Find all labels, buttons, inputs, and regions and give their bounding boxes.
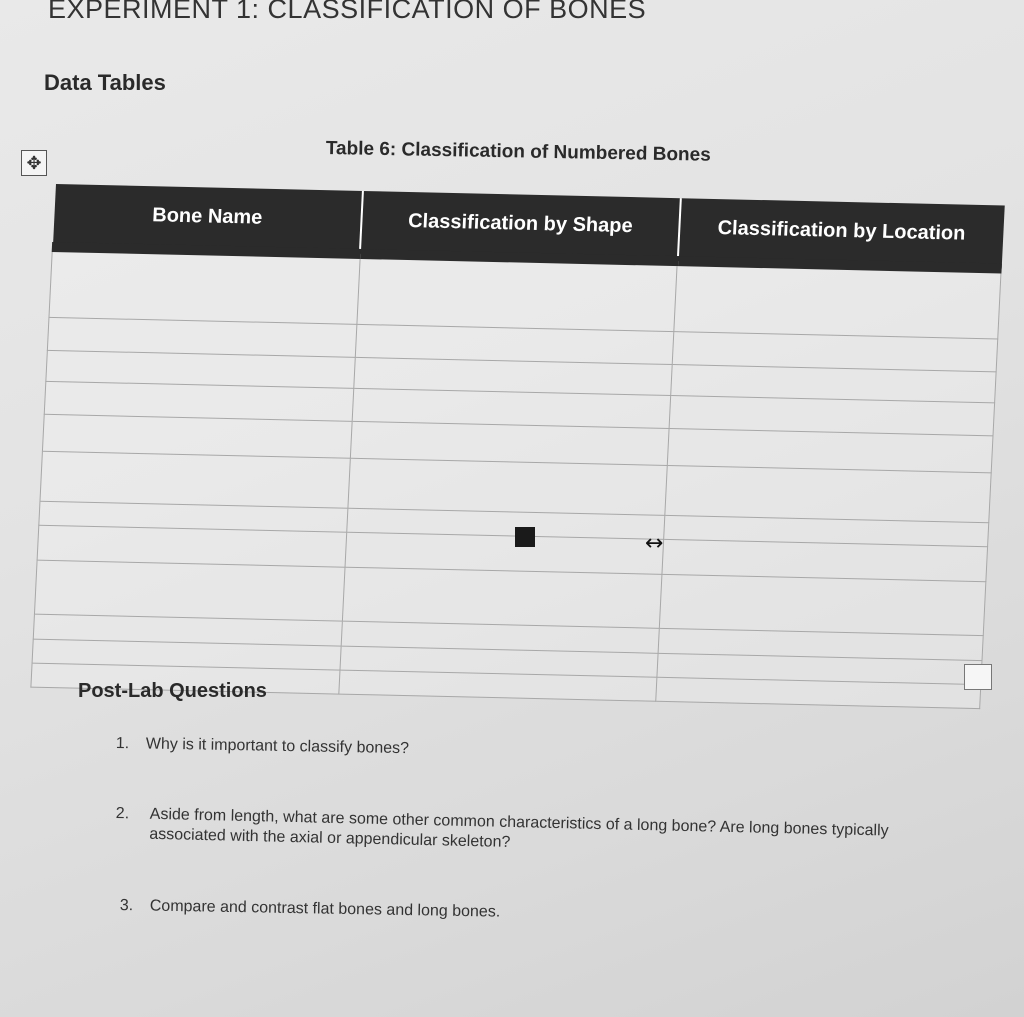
bones-table: [30, 184, 1004, 709]
question-3: [120, 896, 501, 923]
end-of-row-marker-icon[interactable]: [964, 664, 992, 690]
question-number: 2.: [115, 804, 130, 823]
column-header-bone-name[interactable]: Bone Name: [52, 184, 363, 254]
table-cell[interactable]: [49, 247, 360, 324]
question-2: [115, 804, 946, 863]
table-cell[interactable]: [34, 560, 344, 621]
table-cell[interactable]: [356, 254, 677, 331]
question-number: 1.: [115, 734, 130, 753]
data-tables-title: Data Tables: [44, 70, 166, 95]
column-header-location[interactable]: Classification by Location: [678, 198, 1005, 268]
question-number: 3.: [119, 896, 134, 915]
question-text: Why is it important to classify bones?: [145, 735, 410, 758]
post-lab-title: Post-Lab Questions: [78, 680, 267, 702]
question-text: Compare and contrast flat bones and long bones.: [149, 897, 501, 921]
table-cell[interactable]: [342, 567, 662, 628]
bones-table-wrapper: [30, 184, 1004, 709]
table-cell[interactable]: [348, 458, 668, 515]
experiment-heading: EXPERIMENT 1: CLASSIFICATION OF BONES: [48, 0, 647, 24]
question-1: [116, 734, 410, 759]
move-handle-icon[interactable]: ✥: [21, 150, 47, 176]
table-cell[interactable]: [660, 574, 986, 635]
column-resize-cursor-icon: ↔: [645, 531, 664, 556]
table-caption: Table 6: Classification of Numbered Bones: [325, 138, 711, 166]
table-cell[interactable]: [40, 451, 350, 508]
question-text: Aside from length, what are some other common characteristics of a long bone? Are long bones typically associated with the axial or appendicular skeleton?: [149, 805, 889, 851]
column-header-shape[interactable]: Classification by Shape: [360, 191, 681, 261]
table-cell[interactable]: [674, 261, 1001, 338]
table-body: [31, 247, 1001, 708]
table-cell[interactable]: [665, 465, 991, 522]
end-of-cell-marker-icon: [515, 527, 535, 547]
